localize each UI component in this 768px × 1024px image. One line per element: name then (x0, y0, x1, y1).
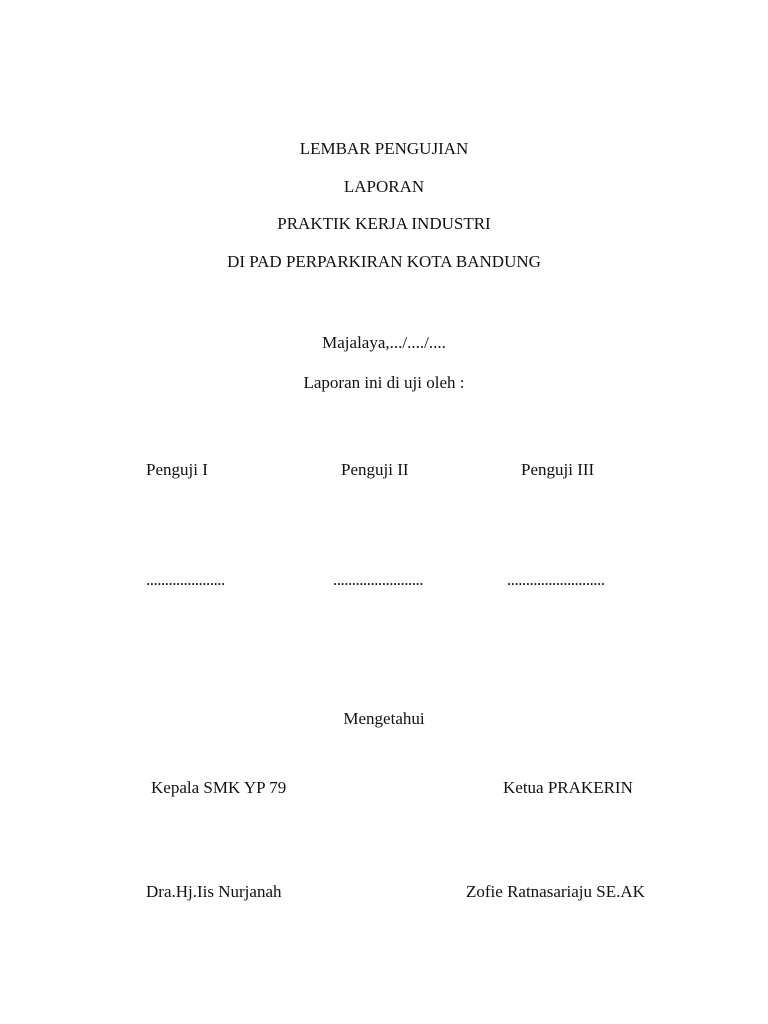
examiner-signature-line-3: .......................... (507, 570, 605, 589)
school-head-title: Kepala SMK YP 79 (151, 778, 287, 797)
title-line-2: LAPORAN (343, 177, 425, 196)
acknowledged-label: Mengetahui (343, 709, 425, 728)
examiner-label-2: Penguji II (341, 460, 409, 479)
committee-chair-title: Ketua PRAKERIN (503, 778, 633, 797)
school-head-name: Dra.Hj.Iis Nurjanah (146, 882, 282, 901)
examiner-label-1: Penguji I (146, 460, 208, 479)
title-line-4: DI PAD PERPARKIRAN KOTA BANDUNG (227, 252, 541, 271)
title-line-3: PRAKTIK KERJA INDUSTRI (277, 214, 491, 233)
examiner-signature-line-1: ..................... (146, 570, 225, 589)
examiner-signature-line-2: ........................ (333, 570, 423, 589)
committee-chair-name: Zofie Ratnasariaju SE.AK (466, 882, 645, 901)
examiner-label-3: Penguji III (521, 460, 595, 479)
title-line-1: LEMBAR PENGUJIAN (299, 139, 469, 158)
place-date: Majalaya,.../..../.... (322, 333, 446, 352)
tested-by-text: Laporan ini di uji oleh : (303, 373, 465, 392)
